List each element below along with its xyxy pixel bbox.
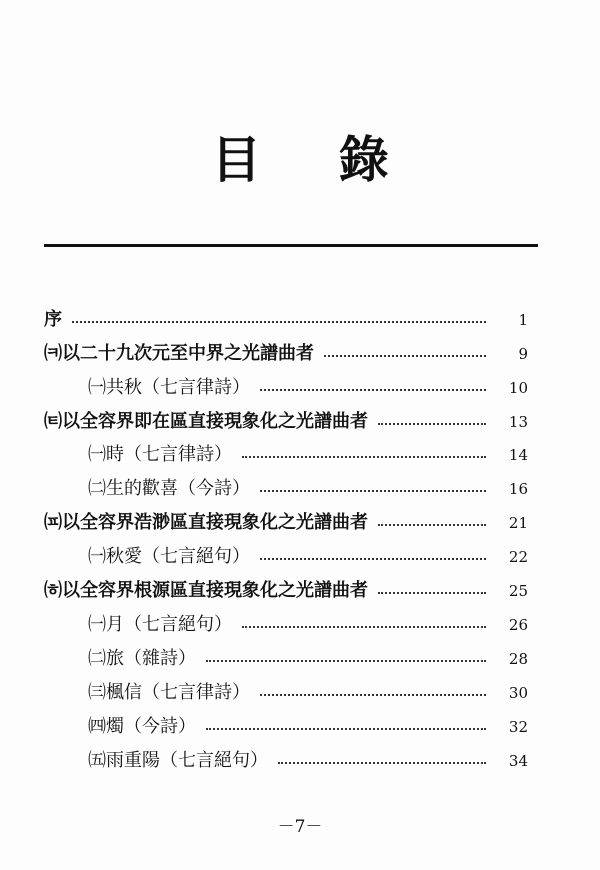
page-number: －7－ — [277, 817, 323, 837]
toc-entry-page: 13 — [508, 413, 528, 431]
dot-leader — [206, 728, 486, 730]
dot-leader — [324, 355, 486, 357]
toc-entry-section-ding[interactable] — [44, 576, 528, 606]
toc-entry-page: 16 — [508, 480, 528, 498]
toc-entry-poem[interactable] — [88, 678, 528, 708]
toc-entry-label: ㈠秋愛（七言絕句） — [88, 546, 250, 567]
toc-entry-page: 25 — [508, 582, 528, 600]
toc-entry-page: 1 — [518, 311, 528, 329]
toc-entry-section-jia[interactable] — [44, 339, 528, 369]
toc-entry-page: 34 — [508, 752, 528, 770]
dot-leader — [378, 592, 486, 594]
dot-leader — [260, 490, 486, 492]
toc-entry-label: ㈠月（七言絕句） — [88, 614, 232, 635]
toc-entry-label: ㈠時（七言律詩） — [88, 444, 232, 465]
toc-entry-page: 21 — [508, 514, 528, 532]
dot-leader — [260, 694, 486, 696]
toc-entry-label: ㈌以全容界浩渺區直接現象化之光譜曲者 — [44, 512, 368, 533]
toc-entry-page: 14 — [508, 446, 528, 464]
toc-entry-label: ㈡生的歡喜（今詩） — [88, 478, 250, 499]
toc-entry-label: ㈋以全容界即在區直接現象化之光譜曲者 — [44, 411, 368, 432]
dot-leader — [242, 456, 486, 458]
toc-entry-poem[interactable] — [88, 474, 528, 504]
toc-entry-page: 32 — [508, 718, 528, 736]
toc-entry-poem[interactable] — [88, 440, 528, 470]
toc-entry-poem[interactable] — [88, 746, 528, 776]
toc-entry-label: ㈣燭（今詩） — [88, 716, 196, 737]
toc-entry-poem[interactable] — [88, 644, 528, 674]
toc-entry-label: ㈍以全容界根源區直接現象化之光譜曲者 — [44, 580, 368, 601]
toc-entry-poem[interactable] — [88, 610, 528, 640]
toc-entry-page: 22 — [508, 548, 528, 566]
toc-entry-page: 30 — [508, 684, 528, 702]
dot-leader — [260, 558, 486, 560]
dot-leader — [378, 423, 486, 425]
dot-leader — [242, 626, 486, 628]
toc-entry-label: ㈠共秋（七言律詩） — [88, 377, 250, 398]
toc-entry-page: 26 — [508, 616, 528, 634]
toc-entry-label: 序 — [44, 309, 62, 330]
toc-entry-label: ㈢楓信（七言律詩） — [88, 682, 250, 703]
toc-entry-poem[interactable] — [88, 712, 528, 742]
title-rule — [44, 244, 538, 247]
toc-entry-section-yi[interactable] — [44, 407, 528, 437]
toc-entry-page: 9 — [518, 345, 528, 363]
toc-entry-label: ㈊以二十九次元至中界之光譜曲者 — [44, 343, 314, 364]
page-title: 目 錄 — [211, 131, 419, 189]
toc-entry-poem[interactable] — [88, 373, 528, 403]
dot-leader — [378, 524, 486, 526]
toc-entry-label: ㈤雨重陽（七言絕句） — [88, 750, 268, 771]
toc-entry-poem[interactable] — [88, 542, 528, 572]
dot-leader — [72, 321, 486, 323]
dot-leader — [206, 660, 486, 662]
toc-entry-page: 28 — [508, 650, 528, 668]
dot-leader — [278, 762, 486, 764]
dot-leader — [260, 389, 486, 391]
toc-entry-page: 10 — [508, 379, 528, 397]
toc-entry-section-bing[interactable] — [44, 508, 528, 538]
toc-entry-preface[interactable] — [44, 305, 528, 335]
toc-entry-label: ㈡旅（雜詩） — [88, 648, 196, 669]
